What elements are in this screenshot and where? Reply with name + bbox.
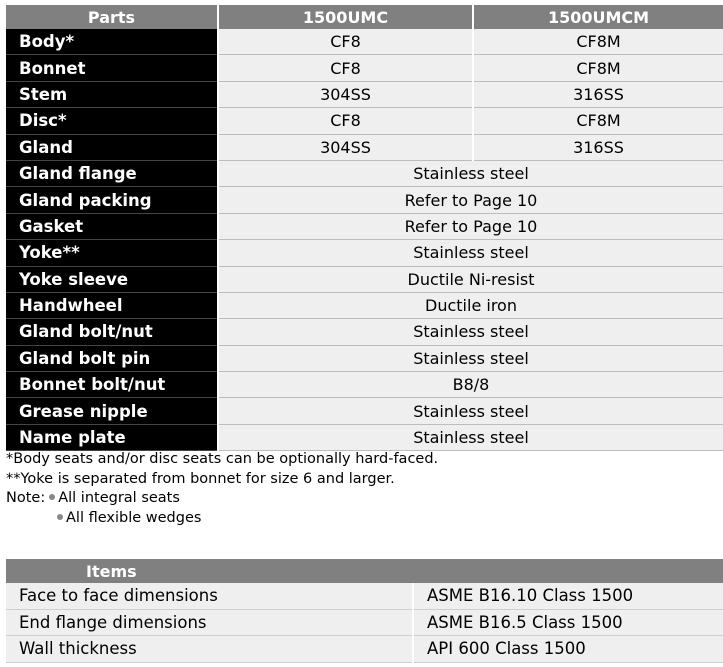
table-row [6,292,723,318]
material-shared: B8/8 [218,372,723,398]
material-shared: Ductile iron [218,292,723,318]
material-shared: Refer to Page 10 [218,187,723,213]
material-umcm: 316SS [473,134,723,160]
material-shared: Ductile Ni-resist [218,266,723,292]
parts-materials-table [6,5,723,451]
material-umc: CF8 [218,55,473,81]
material-umc: 304SS [218,81,473,107]
part-name: Yoke** [6,240,218,266]
material-shared: Stainless steel [218,240,723,266]
table-row [6,398,723,424]
part-name: Name plate [6,424,218,450]
part-name: Gland packing [6,187,218,213]
note-bullet-2: All flexible wedges [66,509,202,526]
table-row [6,55,723,81]
part-name: Disc* [6,108,218,134]
items-standards-table [6,559,723,663]
part-name: Bonnet bolt/nut [6,372,218,398]
material-umcm: CF8M [473,55,723,81]
part-name: Yoke sleeve [6,266,218,292]
note-line-2 [6,509,438,529]
material-shared: Refer to Page 10 [218,213,723,239]
table-row [6,29,723,55]
part-name: Bonnet [6,55,218,81]
item-spec: ASME B16.5 Class 1500 [413,609,723,636]
table-row [6,240,723,266]
table-row [6,372,723,398]
note-label: Note: [6,490,46,506]
part-name: Stem [6,81,218,107]
part-name: Gland bolt/nut [6,319,218,345]
header-1500umc: 1500UMC [218,5,473,29]
table-row [6,160,723,186]
part-name: Grease nipple [6,398,218,424]
material-umc: 304SS [218,134,473,160]
item-name: Wall thickness [6,636,413,663]
note-line-1 [6,489,438,509]
material-umc: CF8 [218,29,473,55]
table-row [6,213,723,239]
footnotes [6,450,438,528]
material-shared: Stainless steel [218,345,723,371]
part-name: Gland bolt pin [6,345,218,371]
item-spec: API 600 Class 1500 [413,636,723,663]
table-row [6,81,723,107]
table-row [6,319,723,345]
table-row [6,266,723,292]
table-row [6,636,723,663]
item-spec: ASME B16.10 Class 1500 [413,583,723,609]
part-name: Gland flange [6,160,218,186]
part-name: Gland [6,134,218,160]
table-row [6,609,723,636]
table-row [6,583,723,609]
material-umcm: CF8M [473,108,723,134]
table-header-row [6,5,723,29]
table-header-row [6,559,723,583]
table-row [6,187,723,213]
material-shared: Stainless steel [218,424,723,450]
header-1500umcm: 1500UMCM [473,5,723,29]
item-name: End flange dimensions [6,609,413,636]
material-umc: CF8 [218,108,473,134]
part-name: Handwheel [6,292,218,318]
item-name: Face to face dimensions [6,583,413,609]
header-parts: Parts [6,5,218,29]
table-row [6,345,723,371]
material-umcm: 316SS [473,81,723,107]
footnote-yoke: **Yoke is separated from bonnet for size 6 and larger. [6,470,395,487]
footnote-body-seats: *Body seats and/or disc seats can be optionally hard-faced. [6,451,439,467]
material-shared: Stainless steel [218,319,723,345]
table-row [6,108,723,134]
bullet-icon [57,514,63,520]
bullet-icon [49,494,55,500]
part-name: Body* [6,29,218,55]
note-bullet-1: All integral seats [58,490,180,506]
material-umcm: CF8M [473,29,723,55]
header-items: Items [6,559,723,583]
table-row [6,134,723,160]
part-name: Gasket [6,213,218,239]
material-shared: Stainless steel [218,160,723,186]
table-row [6,424,723,450]
material-shared: Stainless steel [218,398,723,424]
